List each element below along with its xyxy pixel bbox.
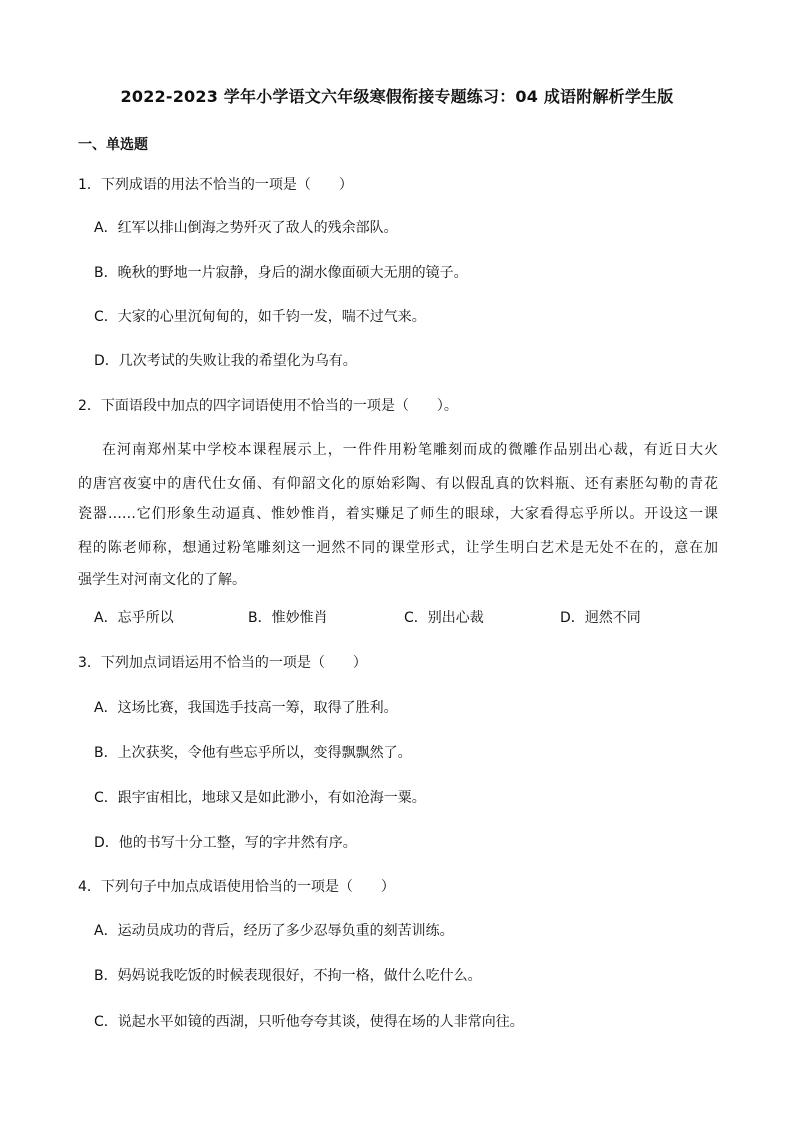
question-3-option-c: C．跟宇宙相比，地球又是如此渺小，有如沧海一粟。 [94,790,426,806]
question-4-option-c: C．说起水平如镜的西湖，只听他夸夸其谈，使得在场的人非常向往。 [94,1014,524,1030]
question-1-option-d: D．几次考试的失败让我的希望化为乌有。 [94,353,357,369]
question-3-option-a: A．这场比赛，我国选手技高一筹，取得了胜利。 [94,700,398,716]
question-1-option-b: B．晚秋的野地一片寂静，身后的湖水像面硕大无朋的镜子。 [94,265,468,281]
question-1-option-c: C．大家的心里沉甸甸的，如千钧一发，喘不过气来。 [94,309,426,325]
question-3-option-d: D．他的书写十分工整，写的字井然有序。 [94,835,357,851]
question-4-option-b: B．妈妈说我吃饭的时候表现很好，不拘一格，做什么吃什么。 [94,968,482,984]
document-title: 2022-2023 学年小学语文六年级寒假衔接专题练习：04 成语附解析学生版 [120,87,674,106]
question-4-option-a: A．运动员成功的背后，经历了多少忍辱负重的刻苦训练。 [94,923,454,939]
question-1-option-a: A．红军以排山倒海之势歼灭了敌人的残余部队。 [94,220,398,236]
question-2-passage-line-2: 的唐宫夜宴中的唐代仕女俑、有仰韶文化的原始彩陶、有以假乱真的饮料瓶、还有素胚勾勒的青花 [78,476,718,492]
question-2-option-d: D．迥然不同 [560,610,641,626]
question-2-passage-line-5: 强学生对河南文化的了解。 [78,572,246,588]
question-2-option-a: A．忘乎所以 [94,610,174,626]
question-3-option-b: B．上次获奖，令他有些忘乎所以，变得飘飘然了。 [94,745,412,761]
question-4-stem: 4．下列句子中加点成语使用恰当的一项是（ ） [78,879,395,895]
question-3-stem: 3．下列加点词语运用不恰当的一项是（ ） [78,655,367,671]
question-2-passage-line-4: 程的陈老师称，想通过粉笔雕刻这一迥然不同的课堂形式，让学生明白艺术是无处不在的，意在加 [78,540,718,556]
question-2-option-c: C．别出心裁 [404,610,484,626]
section-heading: 一、单选题 [78,137,148,153]
question-2-passage-line-3: 瓷器……它们形象生动逼真、惟妙惟肖，着实赚足了师生的眼球，大家看得忘乎所以。开设这一课 [78,506,718,522]
question-1-stem: 1．下列成语的用法不恰当的一项是（ ） [78,177,353,193]
question-2-passage-line-1: 在河南郑州某中学校本课程展示上，一件件用粉笔雕刻而成的微雕作品别出心裁，有近日大火 [102,442,718,458]
question-2-stem: 2．下面语段中加点的四字词语使用不恰当的一项是（ ）。 [78,398,458,414]
question-2-option-b: B．惟妙惟肖 [248,610,328,626]
question-2-options [94,609,694,629]
